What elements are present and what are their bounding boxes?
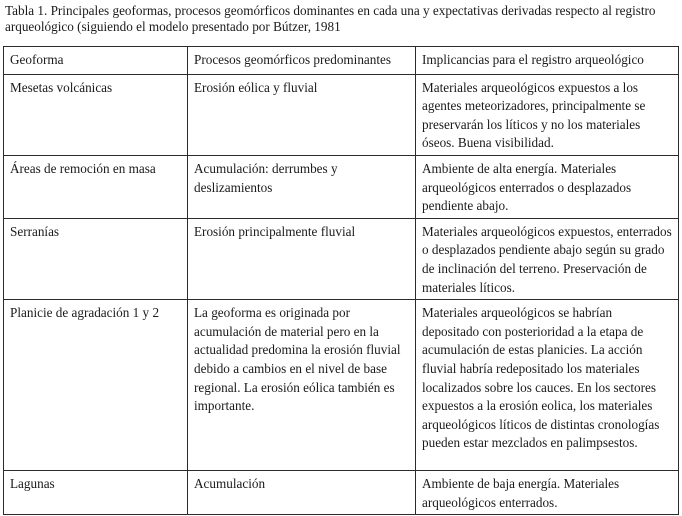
table-row [4,300,679,471]
cell-procesos: La geoforma es originada por acumulación de material pero en la actualidad predomina la erosión fluvial debido a cambios en el nivel de base regional. La erosión eólica también es importante. [188,300,416,471]
cell-geoforma: Lagunas [4,471,188,515]
cell-procesos: Acumulación: derrumbes y deslizamientos [188,155,416,218]
table-row [4,155,679,218]
cell-procesos: Erosión principalmente fluvial [188,218,416,299]
cell-implicancias: Ambiente de baja energía. Materiales arqueológicos enterrados. [416,471,679,515]
cell-geoforma: Serranías [4,218,188,299]
table-caption: Tabla 1. Principales geoformas, procesos geomórficos dominantes en cada una y expectativas derivadas respecto al registro arqueológico (siguiendo el modelo presentado por Bútzer, 1981 [5,3,656,34]
cell-procesos: Erosión eólica y fluvial [188,74,416,155]
table-row [4,218,679,299]
cell-implicancias: Materiales arqueológicos expuestos a los agentes meteorizadores, principalmente se preservarán los líticos y no los materiales óseos. Buena visibilidad. [416,74,679,155]
cell-implicancias: Materiales arqueológicos se habrían depositado con posterioridad a la etapa de acumulación de estas planicies. La acción fluvial habría redepositado los materiales localizados sobre los cauces. En los sectores expuestos a la erosión eolica, los materiales arqueológicos líticos de distintas cronologías pueden estar mezclados en palimpsestos. [416,300,679,471]
cell-geoforma: Planicie de agradación 1 y 2 [4,300,188,471]
geoforms-table [3,46,679,515]
cell-implicancias: Materiales arqueológicos expuestos, enterrados o desplazados pendiente abajo según su grado de inclinación del terreno. Preservación de materiales líticos. [416,218,679,299]
table-row [4,471,679,515]
cell-geoforma: Áreas de remoción en masa [4,155,188,218]
table-header-row [4,47,679,75]
header-implicancias: Implicancias para el registro arqueológico [416,47,679,75]
cell-geoforma: Mesetas volcánicas [4,74,188,155]
table-row [4,74,679,155]
header-procesos: Procesos geomórficos predominantes [188,47,416,75]
cell-procesos: Acumulación [188,471,416,515]
header-geoforma: Geoforma [4,47,188,75]
cell-implicancias: Ambiente de alta energía. Materiales arqueológicos enterrados o desplazados pendiente abajo. [416,155,679,218]
